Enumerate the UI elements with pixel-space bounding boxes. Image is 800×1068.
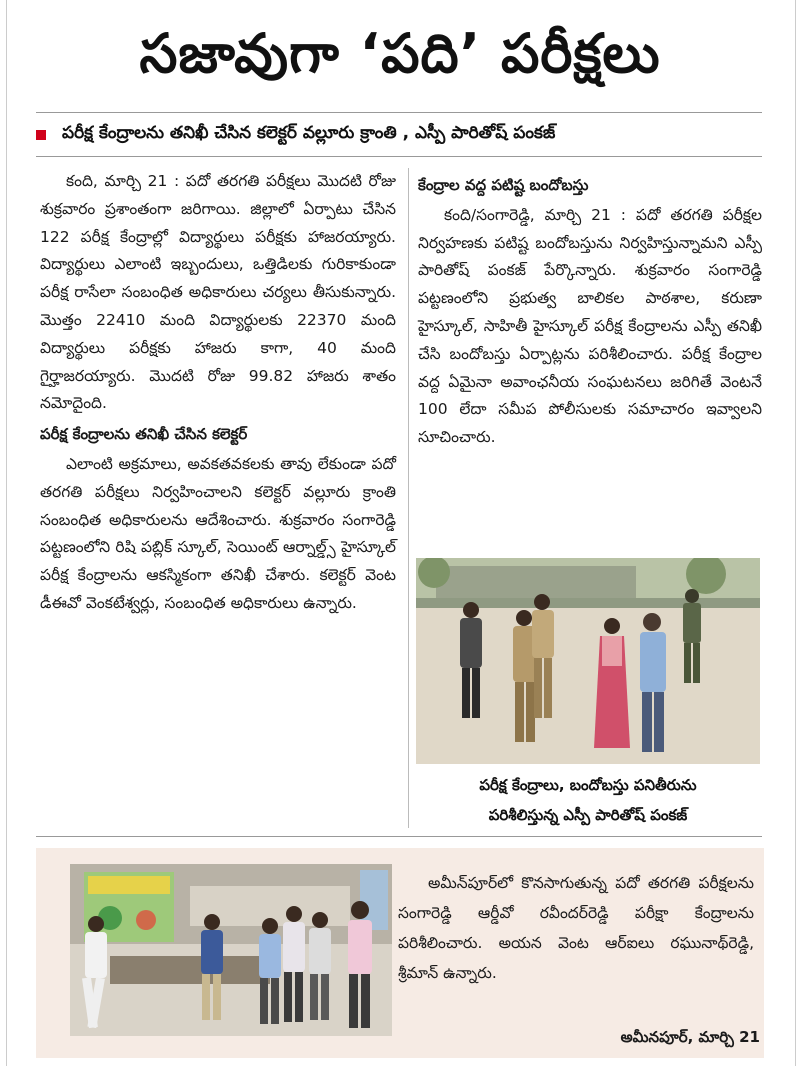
article-paragraph: ఎలాంటి అక్రమాలు, అవకతవకలకు తావు లేకుండా పదో తరగతి పరీక్షలు నిర్వహించాలని కలెక్టర్ వల్లూరు క్రాంతి సంబంధిత అధికారులను ఆదేశించారు. శుక్రవారం సంగారెడ్డి పట్టణంలోని రిషి పబ్లిక్ స్కూల్, సెయింట్ ఆర్నాల్డ్స్ హైస్కూల్ పరీక్ష కేంద్రాలను ఆకస్మికంగా తనిఖీ చేశారు. కలెక్టర్ వెంట డీఈవో వెంకటేశ్వర్లు, సంబంధిత అధికారులు ఉన్నారు. bbox=[40, 454, 396, 612]
right-column bbox=[418, 172, 762, 452]
caption-line: పరీక్ష కేంద్రాలు, బందోబస్తు పనితీరును bbox=[479, 776, 697, 794]
article-paragraph: కంది/సంగారెడ్డి, మార్చి 21 : పదో తరగతి పరీక్షల నిర్వహణకు పటిష్ట బందోబస్తును నిర్వహిస్తున్నామని ఎస్పీ పారితోష్ పంకజ్ పేర్కొన్నారు. శుక్రవారం సంగారెడ్డి పట్టణంలోని ప్రభుత్వ బాలికల పాఠశాల, కరుణా హైస్కూల్, సాహితీ హైస్కూల్ పరీక్ష కేంద్రాలను ఎస్పీ తనిఖీ చేసి బందోబస్తు ఏర్పాట్లను పరిశీలించారు. పరీక్ష కేంద్రాల వద్ద ఏమైనా అవాంఛనీయ సంఘటనలు జరిగితే వెంటనే 100 లేదా సమీప పోలీసులకు సమాచారం ఇవ్వాలని సూచించారు. bbox=[418, 205, 762, 447]
bottom-story-text bbox=[398, 868, 754, 988]
article-subheading: కేంద్రాల వద్ద పటిష్ట బందోబస్తు bbox=[418, 176, 589, 194]
dateline: అమీనపూర్, మార్చి 21 bbox=[620, 1028, 760, 1046]
aminpur-photo bbox=[70, 864, 392, 1036]
caption-line: పరిశీలిస్తున్న ఎస్పీ పారితోష్ పంకజ్ bbox=[488, 806, 688, 824]
divider-top bbox=[36, 112, 762, 113]
bullet-icon bbox=[36, 130, 46, 140]
column-divider bbox=[408, 168, 409, 828]
previous-article-strip bbox=[0, 0, 800, 10]
subheadline-row bbox=[36, 118, 766, 152]
left-column bbox=[40, 168, 396, 618]
photo-caption bbox=[416, 770, 760, 830]
article-subheading: పరీక్ష కేంద్రాలను తనిఖీ చేసిన కలెక్టర్ bbox=[40, 425, 248, 444]
article-paragraph: కంది, మార్చి 21 : పదో తరగతి పరీక్షలు మొదటి రోజు శుక్రవారం ప్రశాంతంగా జరిగాయి. జిల్లాలో ఏర్పాటు చేసిన 122 పరీక్ష కేంద్రాల్లో విద్యార్థులు పరీక్షకు హాజరయ్యారు. విద్యార్థులు ఎలాంటి ఇబ్బందులు, ఒత్తిడిలకు గురికాకుండా పరీక్ష రాసేలా సంబంధిత అధికారులు చర్యలు తీసుకున్నారు. మొత్తం 22410 మంది విద్యార్థులకు 22370 మంది విద్యార్థులు పరీక్షకు హాజరు కాగా, 40 మంది గైర్హాజరయ్యారు. మొదటి రోజు 99.82 హాజరు శాతం నమోదైంది. bbox=[40, 172, 396, 413]
divider-bottom bbox=[36, 836, 762, 837]
headline: సజావుగా ‘పది’ పరీక్షలు bbox=[139, 22, 661, 85]
divider-sub bbox=[36, 156, 762, 157]
article-paragraph: అమీన్‌పూర్‌లో కొనసాగుతున్న పదో తరగతి పరీక్షలను సంగారెడ్డి ఆర్డీవో రవీందర్‌రెడ్డి పరీక్షా కేంద్రాలను పరిశీలించారు. అయన వెంట ఆర్‌ఐలు రఘునాథ్‌రెడ్డి, శ్రీమాన్ ఉన్నారు. bbox=[398, 874, 754, 982]
subheadline: పరీక్ష కేంద్రాలను తనిఖీ చేసిన కలెక్టర్ వల్లూరు క్రాంతి , ఎస్పీ పారితోష్ పంకజ్ bbox=[62, 123, 556, 143]
inspection-photo bbox=[416, 558, 760, 764]
